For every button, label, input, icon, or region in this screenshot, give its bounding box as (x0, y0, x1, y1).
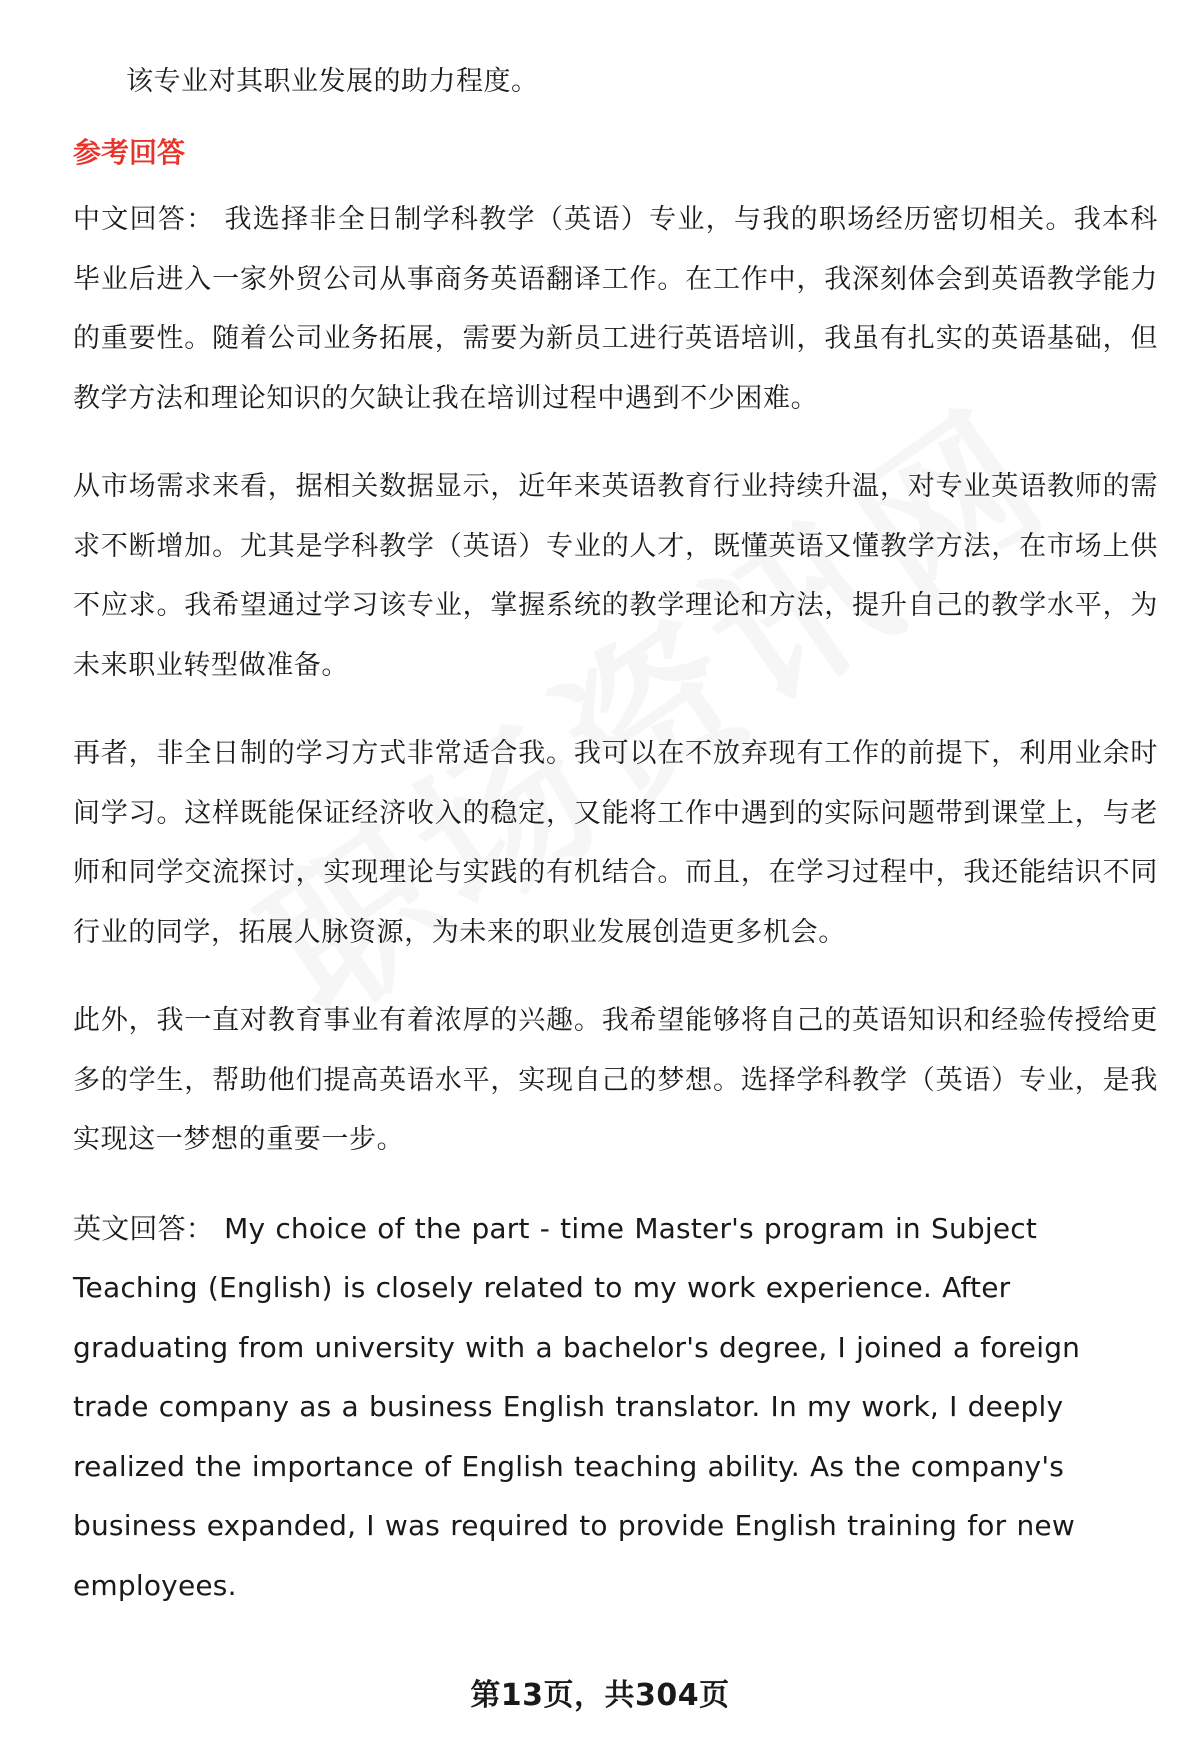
lead-line: 该专业对其职业发展的助力程度。 (126, 66, 539, 97)
paragraph-part-time-study: 再者，非全日制的学习方式非常适合我。我可以在不放弃现有工作的前提下，利用业余时间学习。这样既能保证经济收入的稳定，又能将工作中遇到的实际问题带到课堂上，与老师和同学交流探讨，实现理论与实践的有机结合。而且，在学习过程中，我还能结识不同行业的同学，拓展人脉资源，为未来的职业发展创造更多机会。 (73, 738, 1158, 948)
paragraph-chinese-answer: 中文回答： 我选择非全日制学科教学（英语）专业，与我的职场经历密切相关。我本科毕业后进入一家外贸公司从事商务英语翻译工作。在工作中，我深刻体会到英语教学能力的重要性。随着公司业务拓展，需要为新员工进行英语培训，我虽有扎实的英语基础，但教学方法和理论知识的欠缺让我在培训过程中遇到不少困难。 (73, 204, 1158, 414)
paragraph-market-demand: 从市场需求来看，据相关数据显示，近年来英语教育行业持续升温，对专业英语教师的需求不断增加。尤其是学科教学（英语）专业的人才，既懂英语又懂教学方法，在市场上供不应求。我希望通过学习该专业，掌握系统的教学理论和方法，提升自己的教学水平，为未来职业转型做准备。 (73, 471, 1158, 681)
reference-answer-heading: 参考回答 (73, 136, 186, 169)
page-number-footer: 第13页，共304页 (470, 1678, 730, 1713)
paragraph-interest-in-education: 此外，我一直对教育事业有着浓厚的兴趣。我希望能够将自己的英语知识和经验传授给更多的学生，帮助他们提高英语水平，实现自己的梦想。选择学科教学（英语）专业，是我实现这一梦想的重要一步。 (73, 1005, 1158, 1155)
paragraph-english-answer: 英文回答： My choice of the part - time Master's program in Subject Teaching (English) is closely related to my work experience. After graduating from university with a bachelor's degree, I joined a foreign trade company as a business English translator. In my work, I deeply realized the importance of English teaching ability. As the company's business expanded, I was required to provide English training for new employees. (73, 1211, 1081, 1602)
document-content (73, 52, 1158, 1615)
